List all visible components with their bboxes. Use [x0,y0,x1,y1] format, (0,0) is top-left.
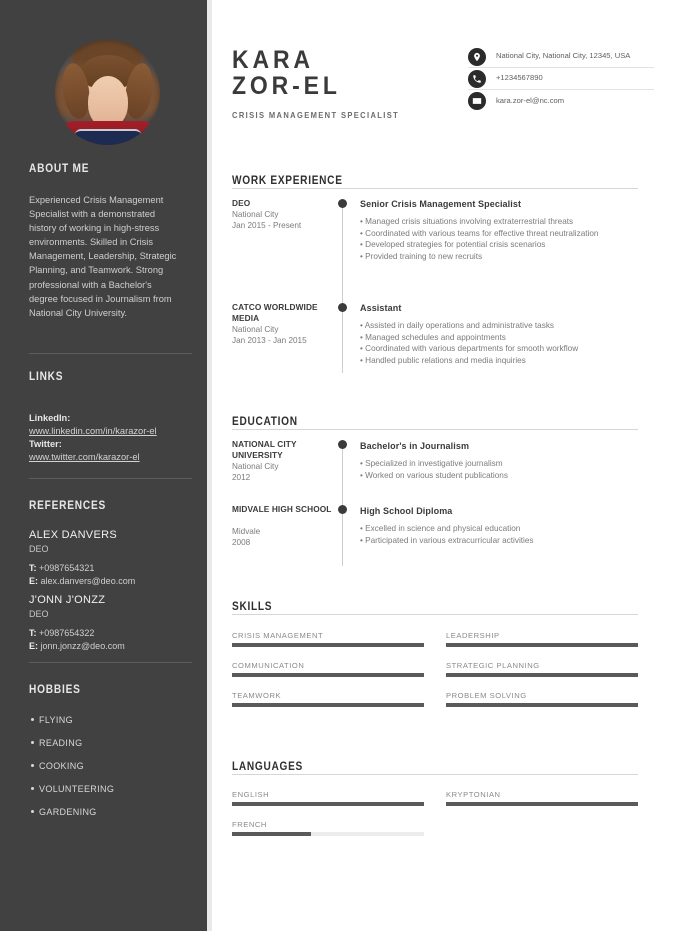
reference-phone-value: +0987654322 [39,628,95,638]
link-url-linkedin[interactable]: www.linkedin.com/in/karazor-el [29,426,157,436]
work-experience-heading: WORK EXPERIENCE [232,175,343,187]
work-bullet: • Managed crisis situations involving extraterrestrial threats [360,216,638,228]
bullet-icon [31,741,34,744]
language-label: FRENCH [232,820,267,829]
reference-name: J'ONN J'ONZZ [29,594,106,606]
education-bullet: • Participated in various extracurricular activities [360,535,638,547]
envelope-icon [468,92,486,110]
education-org: MIDVALE HIGH SCHOOL [232,504,332,514]
link-item-twitter[interactable] [29,438,140,464]
education-location-dates [232,526,337,549]
about-heading: ABOUT ME [29,163,90,175]
reference-email-value: jonn.jonzz@deo.com [40,640,125,651]
education-timeline-dot [338,440,347,449]
contact-email: kara.zor-el@nc.com [496,95,565,105]
main-content [212,0,675,931]
work-bullet: • Assisted in daily operations and administrative tasks [360,320,638,332]
hobby-label: COOKING [39,761,84,771]
education-heading: EDUCATION [232,416,298,428]
contact-row-location [468,46,654,68]
skill-label: COMMUNICATION [232,661,305,670]
education-bullet: • Worked on various student publications [360,470,638,482]
skill-label: CRISIS MANAGEMENT [232,631,324,640]
work-bullets [360,320,638,367]
work-location: National City [232,210,279,219]
sidebar [0,0,207,931]
contact-location: National City, National City, 12345, USA [496,51,631,61]
reference-email-label: E: [29,640,38,651]
skill-label: PROBLEM SOLVING [446,691,527,700]
link-url-twitter[interactable]: www.twitter.com/karazor-el [29,452,140,462]
hobby-label: READING [39,738,83,748]
hobby-item [31,761,84,771]
languages-rule [232,774,638,775]
language-label: KRYPTONIAN [446,790,501,799]
reference-phone-value: +0987654321 [39,563,95,573]
languages-heading: LANGUAGES [232,761,304,773]
work-title: Assistant [360,303,402,313]
bullet-icon [31,764,34,767]
skill-label: LEADERSHIP [446,631,500,640]
skill-bar [446,673,638,677]
language-bar-fill [232,832,311,836]
education-location: Midvale [232,527,261,536]
last-name: ZOR-EL [232,72,341,100]
work-location: National City [232,325,279,334]
language-bar [232,802,424,806]
page-title [232,47,341,99]
skills-rule [232,614,638,615]
contact-phone: +1234567890 [496,73,543,83]
reference-email-label: E: [29,575,38,586]
education-bullet: • Specialized in investigative journalism [360,458,638,470]
hobby-item [31,738,82,748]
hobby-item [31,807,97,817]
work-bullet: • Coordinated with various teams for effective threat neutralization [360,228,638,240]
hobbies-heading: HOBBIES [29,684,81,696]
education-bullet: • Excelled in science and physical education [360,523,638,535]
bullet-icon [31,787,34,790]
hobby-item [31,784,114,794]
contact-row-email [468,90,654,112]
skill-bar [232,703,424,707]
reference-email-value: alex.danvers@deo.com [40,575,136,586]
work-timeline-dot [338,199,347,208]
phone-icon [468,70,486,88]
contact-block [468,46,654,112]
skills-heading: SKILLS [232,601,273,613]
skill-label: TEAMWORK [232,691,282,700]
hobby-label: FLYING [39,715,73,725]
references-heading: REFERENCES [29,500,107,512]
education-rule [232,429,638,430]
reference-org: DEO [29,609,49,619]
language-bar [232,832,424,836]
education-dates: 2012 [232,473,251,483]
reference-org: DEO [29,544,49,554]
work-bullet: • Developed strategies for potential crisis scenarios [360,239,638,251]
skill-bar [446,643,638,647]
education-dates: 2008 [232,538,251,548]
education-timeline-dot [338,505,347,514]
hobby-label: GARDENING [39,807,97,817]
about-text: Experienced Crisis Management Specialist with a demonstrated history of working in high-stress environments. Skilled in Crisis Management, Leadership, Strategic Planning, and Teamwork. Strong professional with a Bachelor's degree focused in Journalism from National City University. [29,195,177,318]
first-name: KARA [232,46,314,74]
work-location-dates [232,209,337,232]
work-bullet: • Coordinated with various departments for smooth workflow [360,343,638,355]
job-role: CRISIS MANAGEMENT SPECIALIST [232,111,400,120]
reference-phone-label: T: [29,563,37,573]
work-org: DEO [232,198,251,208]
reference-email [29,575,135,588]
education-bullets [360,523,638,546]
reference-item [29,593,125,652]
skill-bar-fill [232,703,424,707]
language-label: ENGLISH [232,790,270,799]
education-title: High School Diploma [360,506,453,516]
language-bar-fill [232,802,424,806]
work-timeline-dot [338,303,347,312]
hobby-item [31,715,73,725]
work-bullet: • Managed schedules and appointments [360,332,638,344]
skill-bar-fill [446,643,638,647]
work-dates: Jan 2013 - Jan 2015 [232,336,307,346]
reference-phone [29,562,135,575]
location-pin-icon [468,48,486,66]
language-bar-fill [446,802,638,806]
education-location: National City [232,462,279,471]
reference-phone-label: T: [29,628,37,638]
bullet-icon [31,718,34,721]
skill-label: STRATEGIC PLANNING [446,661,540,670]
link-label-linkedin: LinkedIn: [29,413,71,423]
skill-bar-fill [446,673,638,677]
reference-email [29,640,125,653]
skill-bar-fill [232,643,424,647]
hobby-label: VOLUNTEERING [39,784,115,794]
reference-item [29,528,135,587]
work-bullet: • Provided training to new recruits [360,251,638,263]
reference-phone [29,627,125,640]
skill-bar [232,673,424,677]
work-org: CATCO WORLDWIDE MEDIA [232,302,318,323]
skill-bar [446,703,638,707]
work-bullet: • Handled public relations and media inquiries [360,355,638,367]
language-bar [446,802,638,806]
link-item-linkedin[interactable] [29,412,157,438]
work-location-dates [232,324,337,347]
divider-links [29,353,192,354]
link-label-twitter: Twitter: [29,439,62,449]
skill-bar [232,643,424,647]
divider-references [29,478,192,479]
education-title: Bachelor's in Journalism [360,441,470,451]
work-title: Senior Crisis Management Specialist [360,199,522,209]
work-dates: Jan 2015 - Present [232,221,302,231]
work-experience-rule [232,188,638,189]
contact-row-phone [468,68,654,90]
education-org: NATIONAL CITY UNIVERSITY [232,439,297,460]
work-timeline-line [342,203,343,373]
skill-bar-fill [232,673,424,677]
bullet-icon [31,810,34,813]
education-bullets [360,458,638,481]
work-bullets [360,216,638,263]
divider-hobbies [29,662,192,663]
education-location-dates [232,461,337,484]
reference-name: ALEX DANVERS [29,529,117,541]
links-heading: LINKS [29,371,64,383]
skill-bar-fill [446,703,638,707]
avatar [55,40,160,145]
profile-photo [55,40,160,145]
